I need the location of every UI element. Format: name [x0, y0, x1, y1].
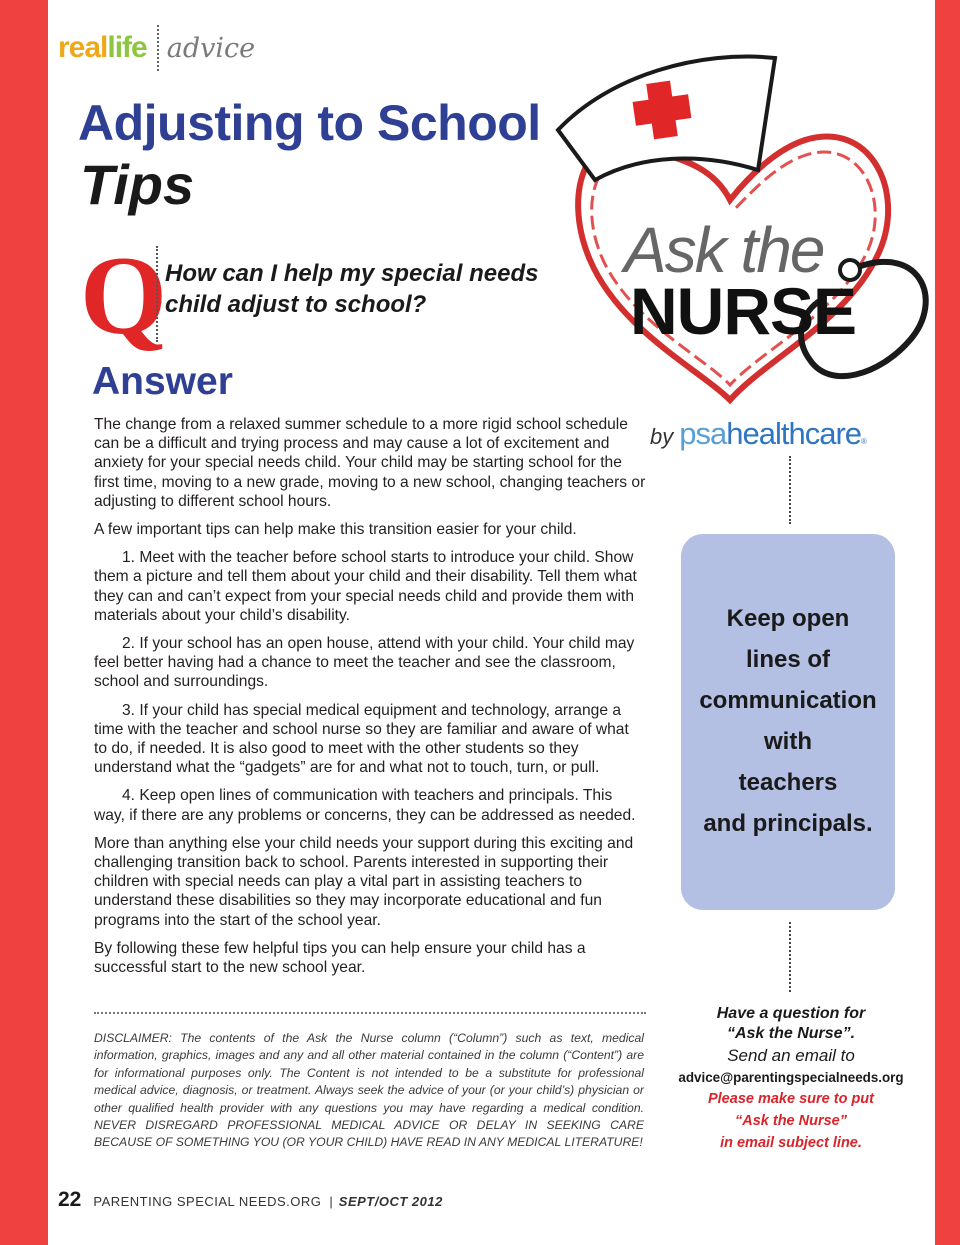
body-paragraph-intro: The change from a relaxed summer schedule to a more rigid school schedule can be a difficult and trying process and may cause a lot of excitement and anxiety for your special needs child. Your child may be starting school for the first time, moving to a new grade, moving to a new school, changing teachers or adjusting to different school hours. — [94, 416, 646, 510]
disclaimer-divider — [94, 1012, 646, 1014]
pull-quote-box — [681, 534, 895, 910]
answer-heading: Answer — [92, 360, 233, 403]
brand-healthcare: healthcare — [726, 416, 862, 451]
pull-quote-line: lines of — [745, 646, 830, 673]
contact-email-link[interactable]: advice@parentingspecialneeds.org — [678, 1070, 904, 1085]
pull-quote-line: communication — [699, 687, 877, 714]
question-divider — [156, 246, 158, 342]
pull-quote-line: Keep open — [726, 605, 850, 632]
contact-subject: “Ask the Nurse” — [734, 1113, 847, 1129]
byline-by: by — [650, 424, 674, 449]
tip-2: 2. If your school has an open house, attend with your child. Your child may feel better having had a chance to meet the teacher and see the classroom, school and surroundings. — [94, 635, 635, 691]
sidebar-divider-top — [789, 456, 791, 524]
publication-name: PARENTING SPECIAL NEEDS.ORG — [93, 1194, 322, 1209]
section-label-advice: advice — [166, 32, 256, 64]
sidebar-divider-bottom — [789, 922, 791, 992]
left-red-border — [0, 0, 48, 1245]
pull-quote-text — [681, 598, 895, 844]
ask-the-nurse-logo — [550, 40, 940, 420]
contact-box — [678, 1004, 904, 1154]
section-label — [58, 28, 255, 68]
question-text: How can I help my special needs child adjust to school? — [165, 260, 539, 318]
contact-subject-note: in email subject line. — [720, 1135, 862, 1151]
page-number: 22 — [58, 1188, 82, 1211]
article-body — [94, 415, 646, 986]
question-letter: Q — [80, 234, 168, 358]
logo-nurse: NURSE — [630, 274, 857, 348]
body-paragraph-closing: By following these few helpful tips you can help ensure your child has a successful start to the new school year. — [94, 939, 586, 977]
tip-1: 1. Meet with the teacher before school starts to introduce your child. Show them a picture and tell them about your child and their disability. Tell them what they can and can’t expect from your special needs child and provide them with materials about your child’s disability. — [94, 549, 637, 624]
issue-date: SEPT/OCT 2012 — [338, 1194, 443, 1209]
contact-instruction: Please make sure to put — [707, 1091, 874, 1107]
pull-quote-line: with — [764, 728, 812, 755]
pull-quote-line: and principals. — [703, 810, 873, 837]
body-paragraph-support: More than anything else your child needs your support during this exciting and challenging transition back to school. Parents interested in supporting their children with special needs can play a vital part in assisting teachers to understand these disabilities so they may incorporate educational and fun programs into the start of the school year. — [94, 834, 634, 929]
section-label-life: life — [107, 31, 147, 64]
section-separator — [157, 25, 159, 71]
footer-separator: | — [329, 1194, 333, 1209]
article-subtitle: Tips — [80, 153, 195, 216]
brand-trademark: ® — [861, 437, 867, 446]
tip-4: 4. Keep open lines of communication with teachers and principals. This way, if there are any problems or concerns, they can be addressed as needed. — [94, 787, 636, 824]
article-title: Adjusting to School — [78, 95, 541, 151]
pull-quote-line: teachers — [738, 769, 838, 796]
contact-column-name: “Ask the Nurse”. — [726, 1025, 856, 1042]
disclaimer-text: DISCLAIMER: The contents of the Ask the Nurse column (“Column”) such as text, medical information, graphics, images and any and all other material contained in the column (“Content”) are for informational purposes only. The Content is not intended to be a substitute for professional medical advice, diagnosis, or treatment. Always seek the advice of your (or your child’s) physician or other qualified health provider with any questions you may have regarding a medical condition. NEVER DISREGARD PROFESSIONAL MEDICAL ADVICE OR DELAY IN SEEKING CARE BECAUSE OF SOMETHING YOU (OR YOUR CHILD) HAVE READ IN ANY MEDICAL LITERATURE! — [94, 1031, 644, 1150]
sponsor-byline — [650, 416, 867, 452]
contact-prompt: Have a question for — [716, 1005, 866, 1022]
tip-3: 3. If your child has special medical equipment and technology, arrange a time with the teacher and school nurse so they are familiar and aware of what to do, if needed. It is also good to meet with the other students so they understand what the “gadgets” are for and what not to touch, turn, or pull. — [94, 701, 629, 777]
section-label-real: real — [58, 31, 108, 64]
brand-psa: psa — [679, 416, 727, 451]
body-paragraph-tips-intro: A few important tips can help make this transition easier for your child. — [94, 521, 577, 539]
contact-send-email: Send an email to — [727, 1046, 855, 1065]
page-footer — [58, 1188, 443, 1212]
logo-ask-the: Ask the — [624, 214, 824, 286]
